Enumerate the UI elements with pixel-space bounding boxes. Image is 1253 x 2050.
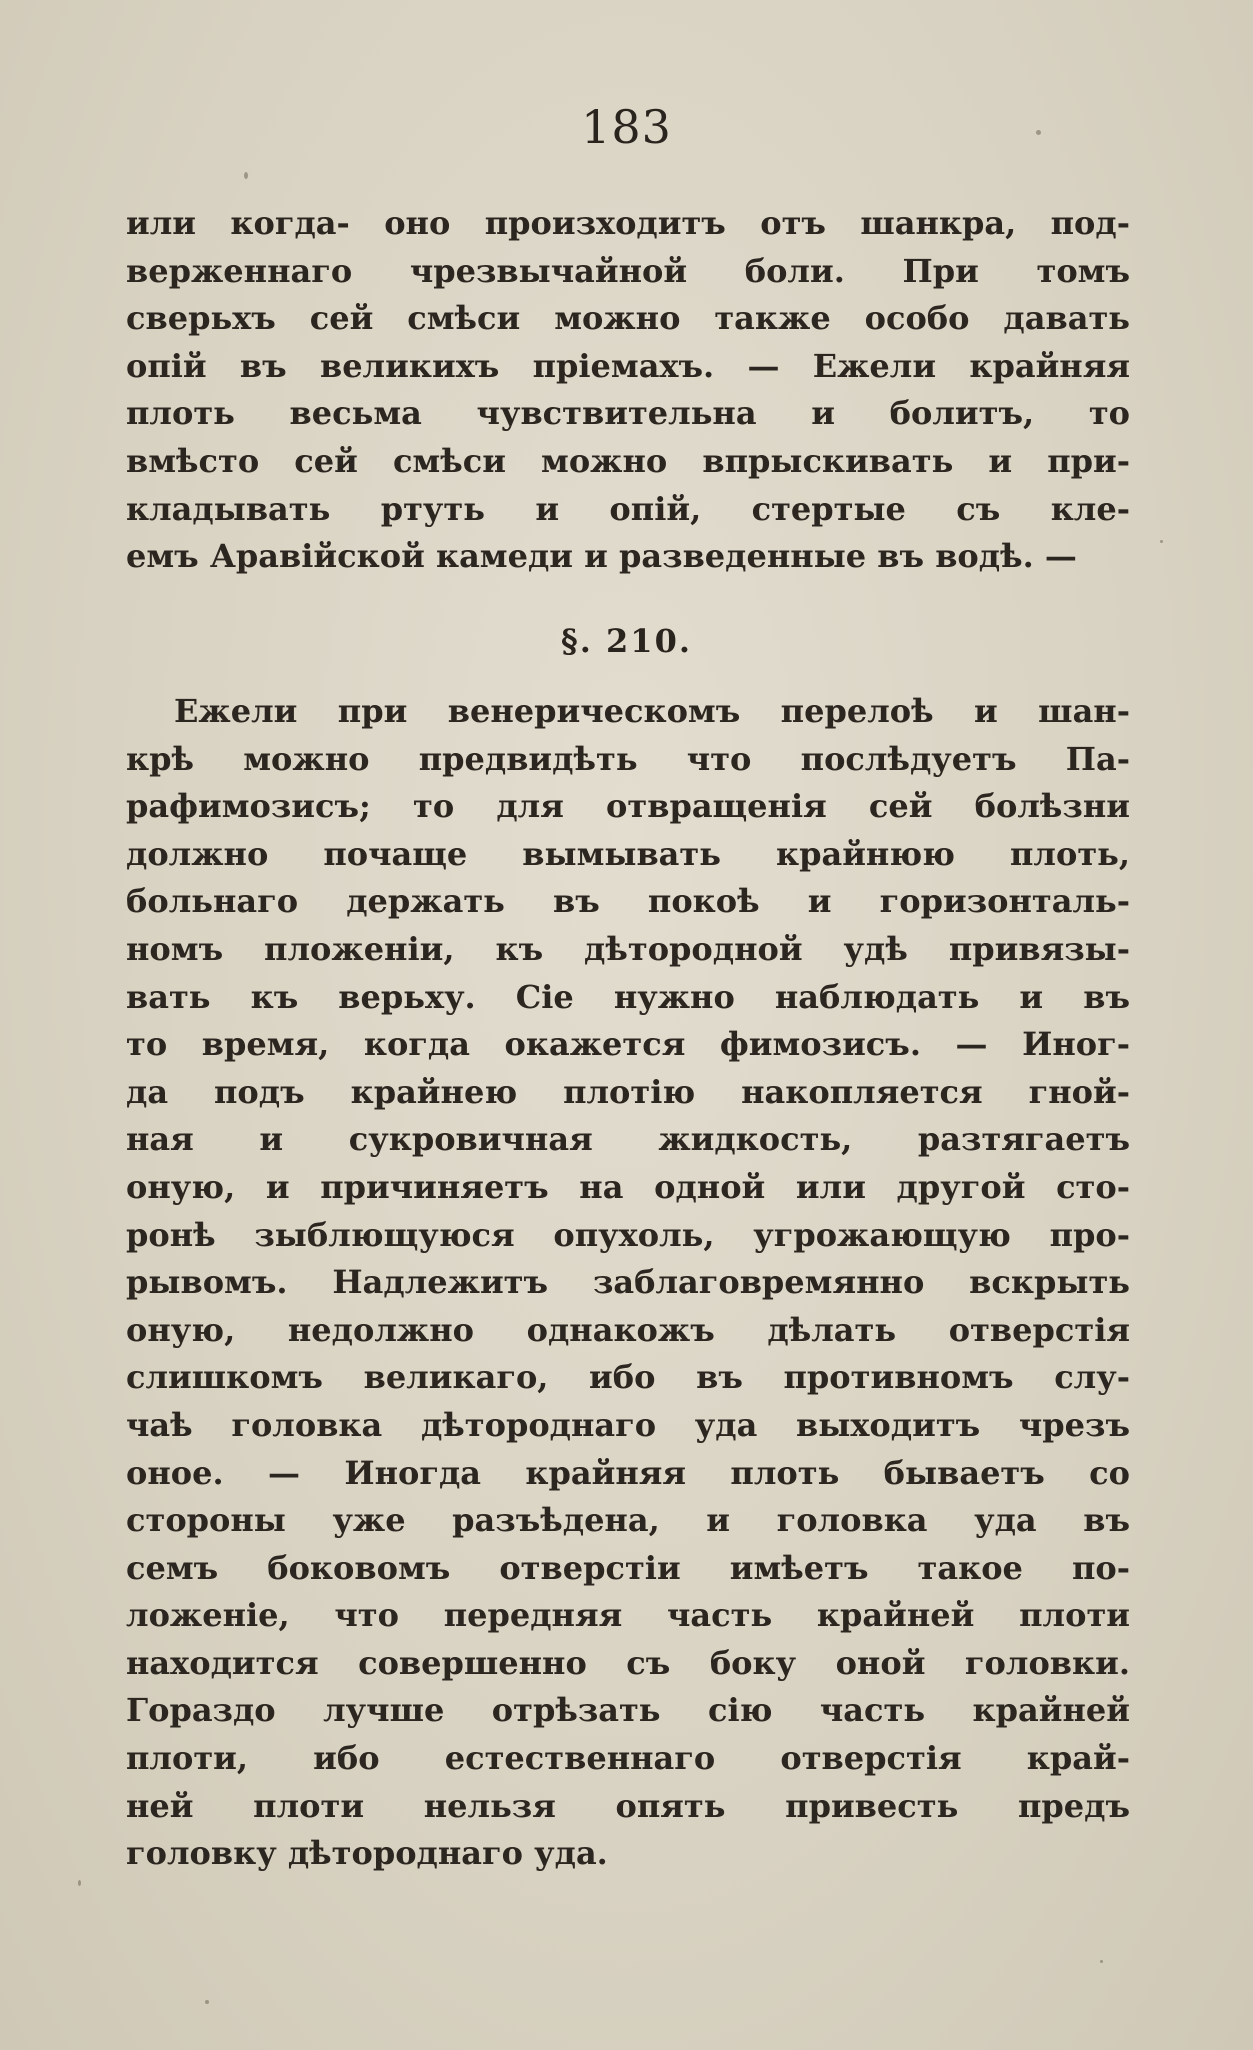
text-line: рывомъ. Надлежитъ заблаговремянно вскрыть bbox=[126, 1263, 1130, 1302]
text-line: плоти, ибо естественнаго отверстія край- bbox=[126, 1739, 1130, 1778]
text-line: рафимозисъ; то для отвращенія сей болѣзни bbox=[126, 787, 1130, 826]
paper-speck bbox=[78, 1880, 81, 1886]
text-line: чаѣ головка дѣтороднаго уда выходитъ чрезъ bbox=[126, 1405, 1130, 1444]
text-line: или когда- оно произходитъ отъ шанкра, под- bbox=[126, 204, 1130, 242]
text-line: головку дѣтороднаго уда. bbox=[126, 1834, 608, 1873]
text-line: ная и сукровичная жидкость, разтягаетъ bbox=[126, 1120, 1130, 1159]
text-line: опій въ великихъ пріемахъ. — Ежели крайняя bbox=[126, 346, 1130, 385]
text-line: находится совершенно съ боку оной головки. bbox=[126, 1643, 1130, 1682]
text-line: ронѣ зыблющуюся опухоль, угрожающую про- bbox=[126, 1215, 1130, 1254]
paragraph-section-210 bbox=[126, 688, 1130, 1878]
text-line: оную, недолжно однакожъ дѣлать отверстія bbox=[126, 1310, 1130, 1349]
section-heading: §. 210. bbox=[561, 622, 692, 660]
text-line: стороны уже разъѣдена, и головка уда въ bbox=[126, 1501, 1130, 1540]
text-line: то время, когда окажется фимозисъ. — Иног- bbox=[126, 1025, 1130, 1064]
text-line: верженнаго чрезвычайной боли. При томъ bbox=[126, 251, 1130, 290]
paragraph-continued bbox=[126, 200, 1130, 581]
text-line: да подъ крайнею плотію накопляется гной- bbox=[126, 1072, 1130, 1111]
paper-speck bbox=[205, 2000, 209, 2004]
text-line: емъ Аравійской камеди и разведенные въ водѣ. — bbox=[126, 537, 1077, 576]
text-line: слишкомъ великаго, ибо въ противномъ слу- bbox=[126, 1358, 1130, 1397]
text-line: сверьхъ сей смѣси можно также особо давать bbox=[126, 299, 1130, 338]
text-line: кладывать ртуть и опій, стертые съ кле- bbox=[126, 489, 1130, 528]
text-line: Гораздо лучше отрѣзать сію часть крайней bbox=[126, 1691, 1130, 1730]
text-line: ней плоти нельзя опять привесть предъ bbox=[126, 1786, 1130, 1825]
text-line: вмѣсто сей смѣси можно впрыскивать и при- bbox=[126, 441, 1130, 480]
text-line: больнаго держать въ покоѣ и горизонталь- bbox=[126, 882, 1130, 921]
text-line: оную, и причиняетъ на одной или другой сто- bbox=[126, 1167, 1130, 1206]
text-line: вать къ верьху. Сіе нужно наблюдать и въ bbox=[126, 977, 1130, 1016]
paper-speck bbox=[244, 172, 248, 179]
text-line: Ежели при венерическомъ перелоѣ и шан- bbox=[174, 692, 1130, 730]
page-number: 183 bbox=[581, 100, 672, 154]
paper-speck bbox=[1100, 1960, 1103, 1963]
paper-speck bbox=[1036, 130, 1041, 135]
text-line: номъ пложеніи, къ дѣтородной удѣ привязы- bbox=[126, 929, 1130, 968]
text-line: семъ боковомъ отверстіи имѣетъ такое по- bbox=[126, 1548, 1130, 1587]
text-line: плоть весьма чувствительна и болитъ, то bbox=[126, 394, 1130, 433]
text-line: ложеніе, что передняя часть крайней плоти bbox=[126, 1596, 1130, 1635]
text-line: должно почаще вымывать крайнюю плоть, bbox=[126, 834, 1130, 873]
paper-speck bbox=[1160, 540, 1163, 543]
text-line: оное. — Иногда крайняя плоть бываетъ со bbox=[126, 1453, 1130, 1492]
text-line: крѣ можно предвидѣть что послѣдуетъ Па- bbox=[126, 739, 1130, 778]
